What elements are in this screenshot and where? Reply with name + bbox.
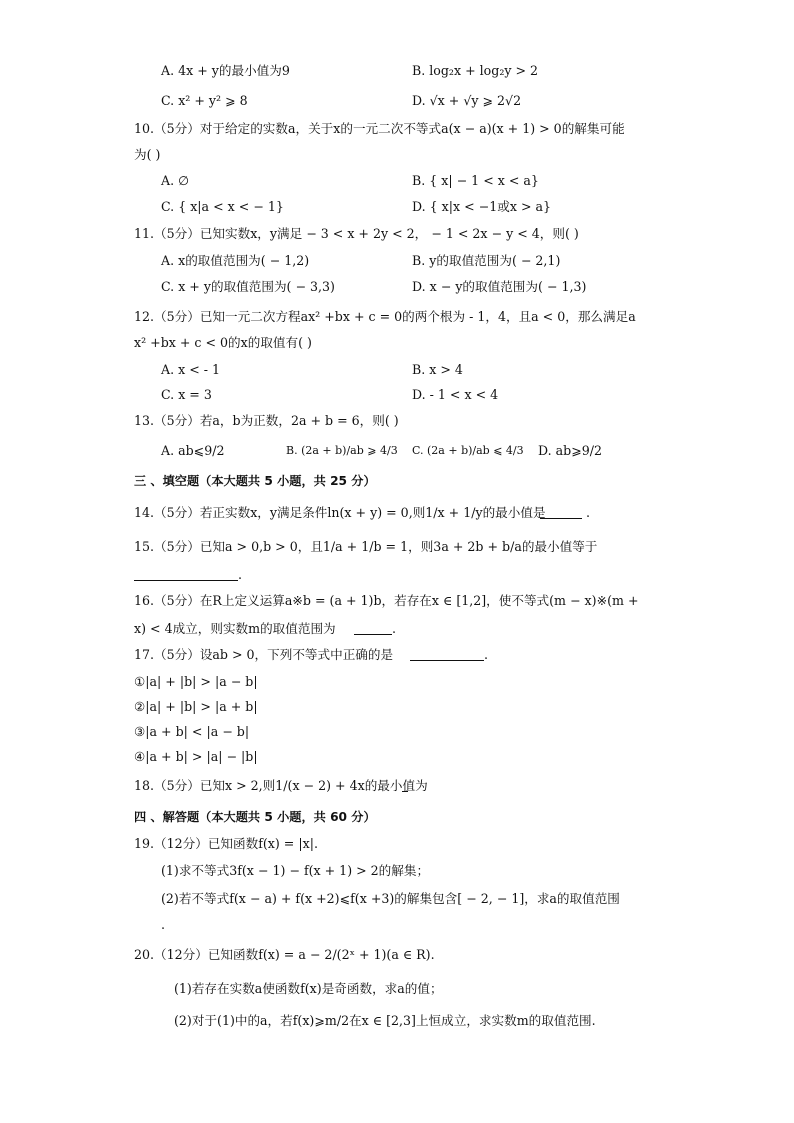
q17-item-4: ④|a + b| > |a| − |b|: [134, 749, 258, 764]
q19-part-2-period: .: [161, 917, 166, 932]
q17-item-1: ①|a| + |b| > |a − b|: [134, 674, 258, 689]
q14-stem: 14.（5分）若正实数x，y满足条件ln(x + y) = 0,则1/x + 1/y的最小值是: [134, 505, 546, 520]
q12-option-d: D. - 1 < x < 4: [412, 387, 499, 402]
q20-stem: 20.（12分）已知函数f(x) = a − 2/(2ˣ + 1)(a ∈ R).: [134, 947, 435, 962]
q12-stem-cont: x² +bx + c < 0的x的取值有( ): [134, 335, 312, 350]
q11-option-d: D. x − y的取值范围为( − 1,3): [412, 279, 587, 294]
line-9a: A. 4x + y的最小值为9: [161, 63, 290, 78]
line-9b: B. log₂x + log₂y > 2: [412, 63, 539, 78]
q11-option-a: A. x的取值范围为( − 1,2): [161, 253, 310, 268]
q13-option-a: A. ab⩽9/2: [161, 443, 225, 458]
q20-part-2: (2)对于(1)中的a，若f(x)⩾m/2在x ∈ [2,3]上恒成立，求实数m的取值范围.: [174, 1013, 596, 1028]
q13-option-c: C. (2a + b)/ab ⩽ 4/3: [412, 444, 524, 457]
q12-option-c: C. x = 3: [161, 387, 212, 402]
q11-option-b: B. y的取值范围为( − 2,1): [412, 253, 561, 268]
q13-stem: 13.（5分）若a，b为正数，2a + b = 6，则( ): [134, 413, 399, 428]
q16-stem-cont: x) < 4成立，则实数m的取值范围为: [134, 621, 336, 636]
q19-stem: 19.（12分）已知函数f(x) = |x|.: [134, 836, 318, 851]
q17-stem: 17.（5分）设ab > 0，下列不等式中正确的是: [134, 647, 394, 662]
q13-option-b: B. (2a + b)/ab ⩾ 4/3: [286, 444, 398, 457]
q12-option-b: B. x > 4: [412, 362, 463, 377]
line-9d: D. √x + √y ⩾ 2√2: [412, 93, 522, 108]
q10-option-d: D. { x|x < −1或x > a}: [412, 199, 552, 214]
q10-option-a: A. ∅: [161, 173, 190, 188]
q18-answer-blank: [402, 777, 408, 795]
q17-item-2: ②|a| + |b| > |a + b|: [134, 699, 258, 714]
q10-stem-cont: 为( ): [134, 147, 161, 162]
q18-stem: 18.（5分）已知x > 2,则1/(x − 2) + 4x的最小值为: [134, 778, 428, 793]
q12-option-a: A. x < - 1: [161, 362, 221, 377]
q17-answer-blank: .: [410, 646, 488, 664]
q20-part-1: (1)若存在实数a使函数f(x)是奇函数，求a的值；: [174, 981, 443, 996]
line-9c: C. x² + y² ⩾ 8: [161, 93, 248, 108]
q10-option-c: C. { x|a < x < − 1}: [161, 199, 284, 214]
q11-option-c: C. x + y的取值范围为( − 3,3): [161, 279, 335, 294]
section-3-heading: 三 、填空题（本大题共 5 小题，共 25 分）: [134, 474, 376, 488]
q19-part-2: (2)若不等式f(x − a) + f(x +2)⩽f(x +3)的解集包含[ − 2, − 1]，求a的取值范围: [161, 891, 620, 906]
q14-answer-blank: .: [540, 504, 590, 522]
q15-answer-blank: .: [134, 566, 242, 584]
q15-stem: 15.（5分）已知a > 0,b > 0，且1/a + 1/b = 1，则3a + 2b + b/a的最小值等于: [134, 539, 598, 554]
q17-item-3: ③|a + b| < |a − b|: [134, 724, 250, 739]
q13-option-d: D. ab⩾9/2: [538, 443, 603, 458]
q19-part-1: (1)求不等式3f(x − 1) − f(x + 1) > 2的解集；: [161, 863, 430, 878]
q16-answer-blank: .: [354, 620, 396, 638]
q12-stem: 12.（5分）已知一元二次方程ax² +bx + c = 0的两个根为 - 1，4，且a < 0，那么满足a: [134, 309, 636, 324]
q10-stem: 10.（5分）对于给定的实数a，关于x的一元二次不等式a(x − a)(x + 1) > 0的解集可能: [134, 121, 625, 136]
q16-stem: 16.（5分）在R上定义运算a※b = (a + 1)b，若存在x ∈ [1,2]，使不等式(m − x)※(m +: [134, 593, 639, 608]
q11-stem: 11.（5分）已知实数x，y满足 − 3 < x + 2y < 2， − 1 < 2x − y < 4，则( ): [134, 226, 579, 241]
q10-option-b: B. { x| − 1 < x < a}: [412, 173, 539, 188]
section-4-heading: 四 、解答题（本大题共 5 小题，共 60 分）: [134, 810, 376, 824]
